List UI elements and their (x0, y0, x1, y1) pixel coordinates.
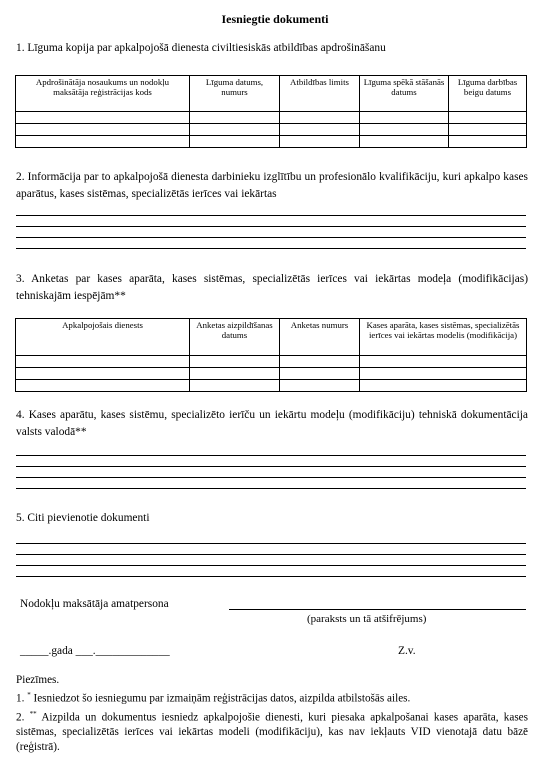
table-cell[interactable] (16, 380, 190, 392)
table-cell[interactable] (280, 368, 360, 380)
col-effective-date: Līguma spēkā stāšanās datums (360, 76, 449, 112)
fill-line[interactable] (16, 565, 526, 576)
table-cell[interactable] (16, 124, 190, 136)
note-2-mark: ** (29, 709, 37, 718)
table-cell[interactable] (190, 380, 280, 392)
col-fill-date: Anketas aizpildīšanas datums (190, 319, 280, 356)
page-title: Iesniegtie dokumenti (221, 12, 329, 26)
fill-line[interactable] (16, 488, 526, 489)
col-questionnaire-number: Anketas numurs (280, 319, 360, 356)
table-cell[interactable] (280, 136, 360, 148)
seal-label: Z.v. (398, 645, 416, 657)
table-cell[interactable] (360, 112, 449, 124)
official-label: Nodokļu maksātāja amatpersona (20, 598, 169, 610)
section-5-fill-lines[interactable] (16, 543, 526, 577)
table-cell[interactable] (449, 112, 527, 124)
table-row (16, 124, 527, 136)
fill-line[interactable] (16, 543, 526, 554)
table-cell[interactable] (360, 356, 527, 368)
table-row (16, 112, 527, 124)
fill-line[interactable] (16, 248, 526, 249)
table-header-row (16, 319, 527, 356)
col-insurer: Apdrošinātāja nosaukums un nodokļu maksātāja reģistrācijas kods (16, 76, 190, 112)
fill-line[interactable] (16, 455, 526, 466)
table-cell[interactable] (16, 368, 190, 380)
section-1-heading: 1. Līguma kopija par apkalpojošā dienesta civiltiesiskās atbildības apdrošināšanu (16, 42, 386, 54)
notes-block (16, 673, 528, 755)
note-2-number: 2. (16, 711, 25, 724)
section-4-heading: 4. Kases aparātu, kases sistēmu, specializēto ierīču un iekārtu modeļu (modifikāciju) tehniskā dokumentācija valsts valodā** (16, 409, 528, 438)
col-service: Apkalpojošais dienests (16, 319, 190, 356)
col-contract-date: Līguma datums, numurs (190, 76, 280, 112)
fill-line[interactable] (16, 576, 526, 577)
questionnaire-table (15, 318, 527, 392)
table-cell[interactable] (190, 136, 280, 148)
table-cell[interactable] (280, 124, 360, 136)
table-cell[interactable] (280, 112, 360, 124)
fill-line[interactable] (16, 215, 526, 226)
table-cell[interactable] (360, 124, 449, 136)
table-header-row (16, 76, 527, 112)
table-row (16, 136, 527, 148)
table-row (16, 356, 527, 368)
table-cell[interactable] (280, 380, 360, 392)
signature-line[interactable] (229, 609, 526, 610)
table-cell[interactable] (360, 380, 527, 392)
table-cell[interactable] (190, 124, 280, 136)
note-1-number: 1. (16, 692, 25, 705)
note-1 (16, 688, 528, 707)
table-cell[interactable] (16, 136, 190, 148)
section-2-fill-lines[interactable] (16, 215, 526, 249)
col-end-date: Līguma darbības beigu datums (449, 76, 527, 112)
section-4-fill-lines[interactable] (16, 455, 526, 489)
table-cell[interactable] (360, 136, 449, 148)
table-cell[interactable] (16, 356, 190, 368)
table-cell[interactable] (190, 112, 280, 124)
col-model: Kases aparāta, kases sistēmas, specializētās ierīces vai iekārtas modelis (modifikācija) (360, 319, 527, 356)
table-cell[interactable] (360, 368, 527, 380)
fill-line[interactable] (16, 554, 526, 565)
section-5-heading: 5. Citi pievienotie dokumenti (16, 512, 150, 524)
note-1-text: Iesniedzot šo iesniegumu par izmaiņām reģistrācijas datos, aizpilda atbilstošās ailes. (30, 692, 411, 705)
date-field[interactable]: _____.gada ___._____________ (20, 645, 170, 657)
note-2-text: Aizpilda un dokumentus iesniedz apkalpojošie dienesti, kuri piesaka apkalpošanai kases aparāta, kases sistēmas, specializētās ierīces vai iekārtas modeli (modifikāciju), kas nav iekļauts VID vienotajā datu bāzē (reģistrā). (16, 711, 528, 754)
insurance-table (15, 75, 527, 148)
table-cell[interactable] (16, 112, 190, 124)
fill-line[interactable] (16, 226, 526, 237)
table-cell[interactable] (280, 356, 360, 368)
fill-line[interactable] (16, 477, 526, 488)
fill-line[interactable] (16, 466, 526, 477)
table-cell[interactable] (190, 356, 280, 368)
note-2 (16, 707, 528, 756)
section-3-heading: 3. Anketas par kases aparāta, kases sistēmas, specializētās ierīces vai iekārtas modeļa (modifikācijas) tehniskajām iespējām** (16, 273, 528, 302)
fill-line[interactable] (16, 237, 526, 248)
signature-caption: (paraksts un tā atšifrējums) (307, 613, 427, 625)
table-row (16, 368, 527, 380)
table-row (16, 380, 527, 392)
notes-title: Piezīmes. (16, 674, 60, 686)
table-cell[interactable] (449, 136, 527, 148)
section-2-heading: 2. Informācija par to apkalpojošā dienesta darbinieku izglītību un profesionālo kvalifikāciju, kuri apkalpo kases aparātus, kases sistēmas, specializētās ierīces vai iekārtas (16, 171, 528, 200)
table-cell[interactable] (449, 124, 527, 136)
note-1-mark: * (27, 691, 31, 699)
col-liability-limit: Atbildības limits (280, 76, 360, 112)
table-cell[interactable] (190, 368, 280, 380)
